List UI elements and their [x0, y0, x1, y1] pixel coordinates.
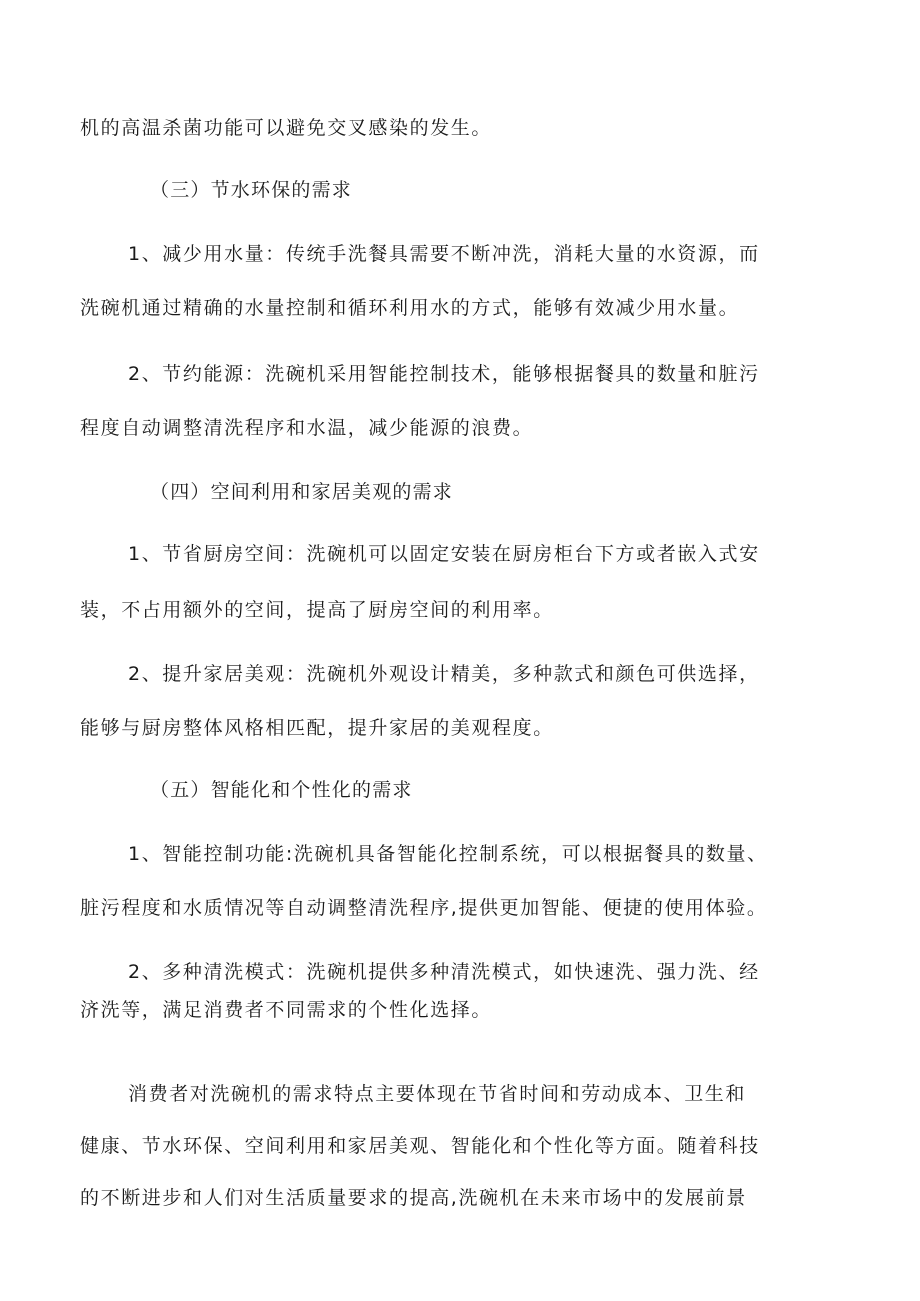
paragraph-line: 健康、节水环保、空间利用和家居美观、智能化和个性化等方面。随着科技 [80, 1135, 760, 1157]
paragraph-line: 2、提升家居美观：洗碗机外观设计精美，多种款式和颜色可供选择， [128, 663, 760, 685]
paragraph-line: 1、智能控制功能:洗碗机具备智能化控制系统，可以根据餐具的数量、 [128, 843, 768, 865]
paragraph-line: 2、多种清洗模式：洗碗机提供多种清洗模式，如快速洗、强力洗、经 [128, 961, 760, 983]
paragraph-line: 2、节约能源：洗碗机采用智能控制技术，能够根据餐具的数量和脏污 [128, 363, 760, 385]
paragraph-line: 的不断进步和人们对生活质量要求的提高,洗碗机在未来市场中的发展前景 [80, 1187, 747, 1209]
paragraph-line: 济洗等，满足消费者不同需求的个性化选择。 [80, 999, 493, 1021]
paragraph-line: 程度自动调整清洗程序和水温，减少能源的浪费。 [80, 417, 534, 439]
section-heading: （三）节水环保的需求 [150, 179, 353, 201]
section-heading: （五）智能化和个性化的需求 [150, 779, 413, 801]
paragraph-line: 脏污程度和水质情况等自动调整清洗程序,提供更加智能、便捷的使用体验。 [80, 897, 768, 919]
section-heading: （四）空间利用和家居美观的需求 [150, 481, 454, 503]
paragraph-line: 机的高温杀菌功能可以避免交叉感染的发生。 [80, 117, 493, 139]
paragraph-line: 能够与厨房整体风格相匹配，提升家居的美观程度。 [80, 717, 554, 739]
paragraph-line: 1、节省厨房空间：洗碗机可以固定安装在厨房柜台下方或者嵌入式安 [128, 543, 760, 565]
paragraph-line: 消费者对洗碗机的需求特点主要体现在节省时间和劳动成本、卫生和 [128, 1083, 747, 1105]
paragraph-line: 洗碗机通过精确的水量控制和循环利用水的方式，能够有效减少用水量。 [80, 297, 740, 319]
paragraph-line: 1、减少用水量：传统手洗餐具需要不断冲洗，消耗大量的水资源，而 [128, 243, 760, 265]
paragraph-line: 装，不占用额外的空间，提高了厨房空间的利用率。 [80, 599, 554, 621]
